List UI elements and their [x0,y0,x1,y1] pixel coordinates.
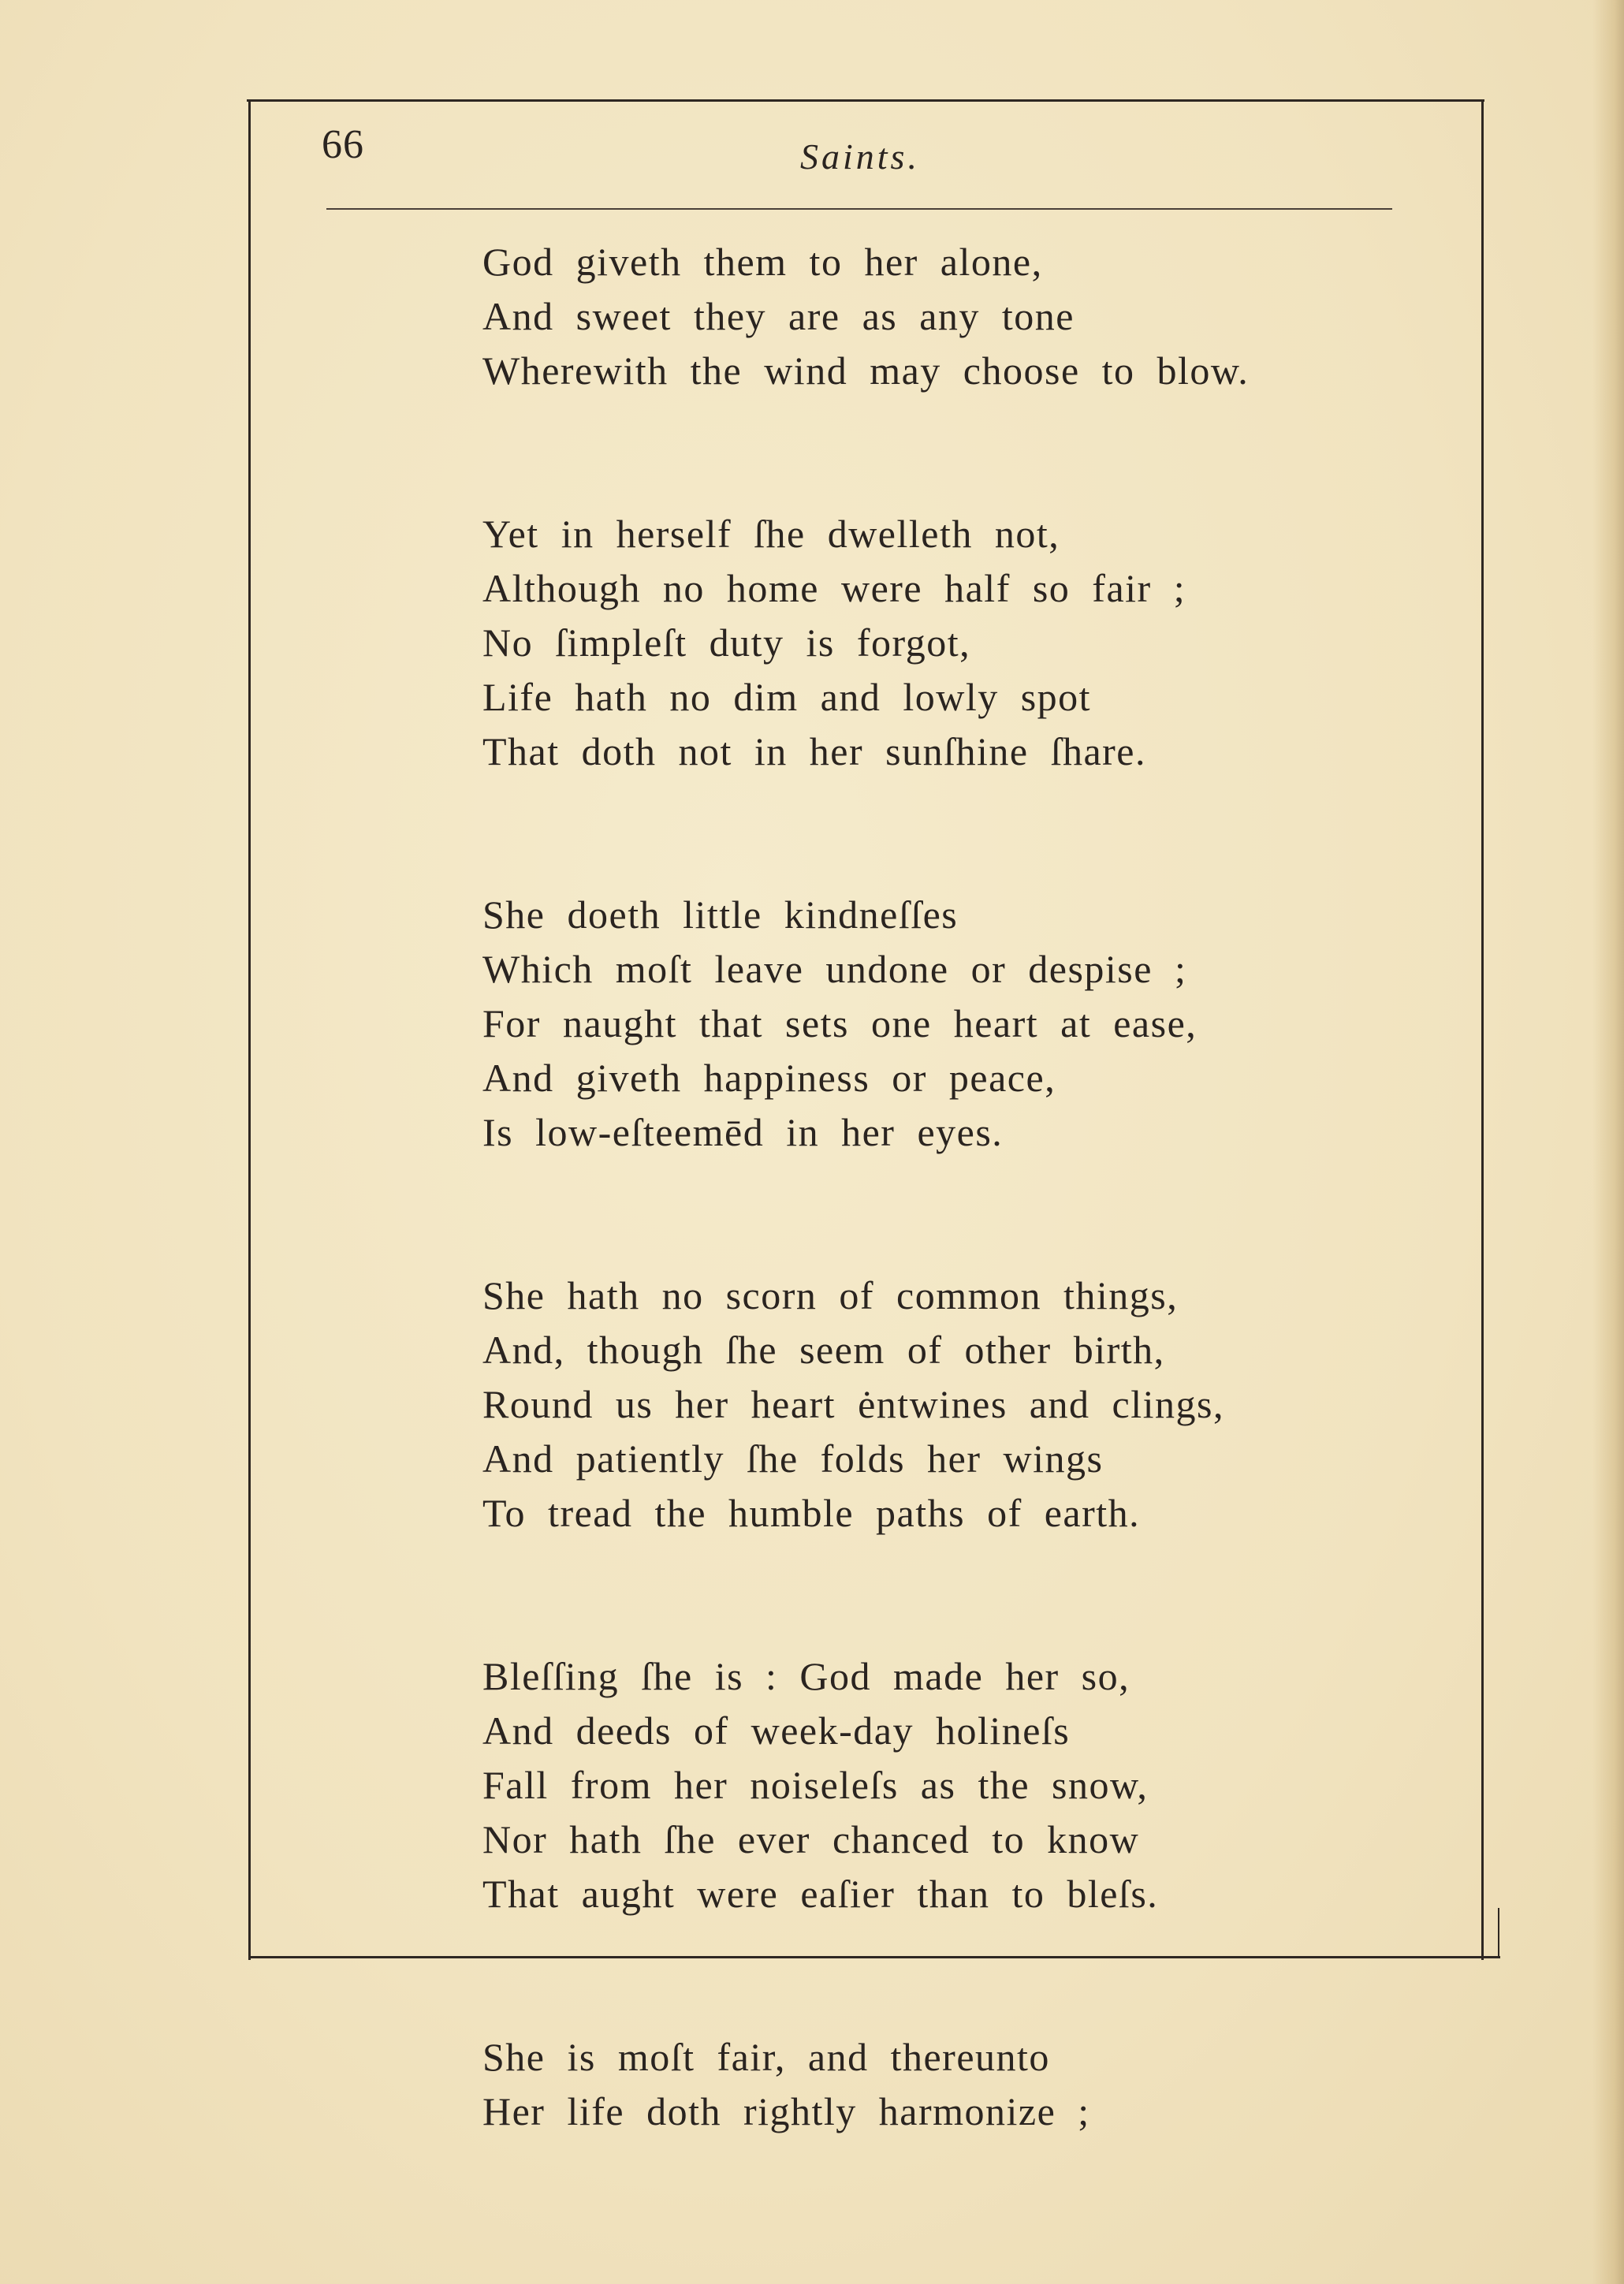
poem-line: She is moſt fair, and thereunto [482,2035,1050,2079]
poem-line: Life hath no dim and lowly spot [482,675,1092,719]
page-number: 66 [322,122,364,167]
poem-line: She doeth little kindneſſes [482,892,959,937]
poem-line: God giveth them to her alone, [482,240,1043,284]
poem-line: And patiently ſhe folds her wings [482,1436,1104,1481]
poem-line: And, though ſhe seem of other birth, [482,1328,1165,1372]
poem-line: That aught were eaſier than to bleſs. [482,1872,1159,1916]
poem-line: To tread the humble paths of earth. [482,1491,1141,1535]
poem-body [482,235,1460,2248]
poem-line: Nor hath ſhe ever chanced to know [482,1817,1140,1861]
stanza-3 [482,888,1460,1160]
poem-line: Is low-eſteemēd in her eyes. [482,1110,1004,1154]
stanza-2 [482,507,1460,779]
frame-rule-left [248,99,251,1960]
poem-line: That doth not in her sunſhine ſhare. [482,729,1147,773]
poem-line: And deeds of week-day holineſs [482,1708,1071,1753]
poem-line: Her life doth rightly harmonize ; [482,2089,1090,2133]
stanza-4 [482,1269,1460,1541]
page-edge-shadow [1592,0,1624,2284]
poem-line: No ſimpleſt duty is forgot, [482,620,971,665]
frame-rule-tick [1498,1908,1499,1958]
poem-line: For naught that sets one heart at ease, [482,1001,1198,1045]
poem-line: She hath no scorn of common things, [482,1273,1179,1317]
poem-line: And giveth happiness or peace, [482,1056,1056,1100]
poem-line: Round us her heart ėntwines and clings, [482,1382,1224,1426]
stanza-6 [482,2030,1460,2139]
header-rule [326,208,1392,210]
poem-line: And sweet they are as any tone [482,294,1075,338]
running-head: Saints. [800,136,920,177]
poem-line: Although no home were half so fair ; [482,566,1186,610]
poem-line: Bleſſing ſhe is : God made her so, [482,1654,1130,1698]
poem-line: Which moſt leave undone or despise ; [482,947,1187,991]
frame-rule-right [1481,99,1484,1960]
stanza-5 [482,1649,1460,1921]
frame-rule-top [247,99,1484,102]
stanza-1 [482,235,1460,398]
poem-line: Fall from her noiseleſs as the snow, [482,1763,1149,1807]
poem-line: Wherewith the wind may choose to blow. [482,348,1250,393]
poem-line: Yet in herself ſhe dwelleth not, [482,512,1060,556]
